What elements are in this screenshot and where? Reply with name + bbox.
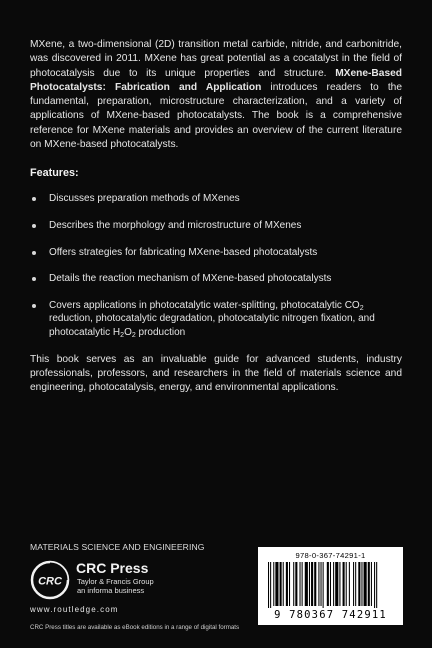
barcode-bar xyxy=(309,562,310,606)
features-list xyxy=(30,192,402,339)
barcode-bar xyxy=(368,562,370,606)
barcode-bar xyxy=(371,562,372,606)
back-cover-content xyxy=(30,38,402,395)
barcode-bar xyxy=(343,562,345,606)
barcode-bar xyxy=(283,562,284,606)
subscript: 2 xyxy=(120,331,125,339)
publisher-name: CRC Press xyxy=(76,560,149,576)
barcode-bar xyxy=(358,562,360,606)
ebook-note: CRC Press titles are available as eBook editions in a range of digital formats xyxy=(30,624,240,631)
barcode-bar xyxy=(353,562,354,606)
barcode-bar xyxy=(286,562,288,606)
intro-text-end: introduces readers to the fundamental, preparation, microstructure characterization, and a variety of applications of MXene-based photocatalysts. The book is a comprehensive reference for MXene materials and provides an overview of the current literature on MXene-based photocatalysts. xyxy=(30,81,402,151)
closing-paragraph: This book serves as an invaluable guide for advanced students, industry professionals, professors, and researchers in the field of materials science and engineering, photocatalysis, energy, and environmental applications. xyxy=(30,353,402,394)
barcode-bar xyxy=(355,562,356,606)
publisher-group: Taylor & Francis Group xyxy=(77,577,154,586)
crc-logo-text: CRC xyxy=(38,575,62,588)
barcode-bar xyxy=(314,562,316,606)
feature-text: Covers applications in photocatalytic water-splitting, photocatalytic CO xyxy=(49,299,360,311)
barcode-bar xyxy=(268,562,269,608)
feature-text: reduction, photocatalytic degradation, photocatalytic nitrogen fixation, and photocatalytic H xyxy=(49,313,375,338)
feature-item: Describes the morphology and microstructure of MXenes xyxy=(30,219,402,233)
barcode-digits: 9 780367 742911 xyxy=(274,609,387,621)
barcode-bar xyxy=(330,562,331,606)
barcode-bar xyxy=(311,562,313,606)
barcode-bar xyxy=(339,562,340,606)
barcode-bar xyxy=(293,562,294,606)
feature-text: O xyxy=(124,326,132,338)
barcode-bar xyxy=(275,562,278,606)
barcode-bar xyxy=(318,562,319,606)
barcode-box xyxy=(258,547,403,625)
intro-paragraph xyxy=(30,38,402,152)
crc-logo-icon xyxy=(30,560,70,600)
book-title: MXene-Based Photocatalysts: Fabrication and Application xyxy=(30,67,402,93)
feature-text: production xyxy=(135,326,186,338)
barcode-bar xyxy=(300,562,301,606)
subscript: 2 xyxy=(131,331,136,339)
barcode-bar xyxy=(349,562,350,606)
barcode-bar xyxy=(280,562,282,606)
barcode-bar xyxy=(321,562,322,606)
barcode-icon xyxy=(266,562,395,608)
feature-item xyxy=(30,299,402,340)
barcode-bar xyxy=(305,562,308,606)
barcode-bar xyxy=(374,562,375,608)
feature-item: Offers strategies for fabricating MXene-based photocatalysts xyxy=(30,246,402,260)
barcode-bar xyxy=(346,562,347,606)
publisher-business: an informa business xyxy=(77,586,145,595)
publisher-block xyxy=(30,560,230,602)
barcode-bar xyxy=(295,562,297,606)
barcode-bar xyxy=(335,562,338,606)
barcode-bar xyxy=(364,562,367,606)
subscript: 2 xyxy=(359,304,364,312)
features-heading: Features: xyxy=(30,167,79,180)
feature-item: Discusses preparation methods of MXenes xyxy=(30,192,402,206)
feature-item: Details the reaction mechanism of MXene-based photocatalysts xyxy=(30,272,402,286)
intro-text-start: MXene, a two-dimensional (2D) transition metal carbide, nitride, and carbonitride, was discovered in 2011. MXene has great potential as a cocatalyst in the field of photocatalysis due to its unique properties and structure. xyxy=(30,39,402,79)
barcode-bar xyxy=(376,562,377,608)
isbn-number: 978-0-367-74291-1 xyxy=(295,551,366,560)
barcode-bar xyxy=(302,562,303,606)
barcode-bar xyxy=(323,562,324,608)
subject-category: MATERIALS SCIENCE AND ENGINEERING xyxy=(30,542,205,552)
website-url[interactable]: www.routledge.com xyxy=(30,605,119,614)
barcode-bar xyxy=(289,562,290,606)
barcode-bar xyxy=(270,562,271,608)
barcode-bar xyxy=(333,562,334,606)
barcode-bar xyxy=(327,562,329,606)
barcode-bar xyxy=(273,562,274,606)
barcode-bar xyxy=(361,562,362,606)
